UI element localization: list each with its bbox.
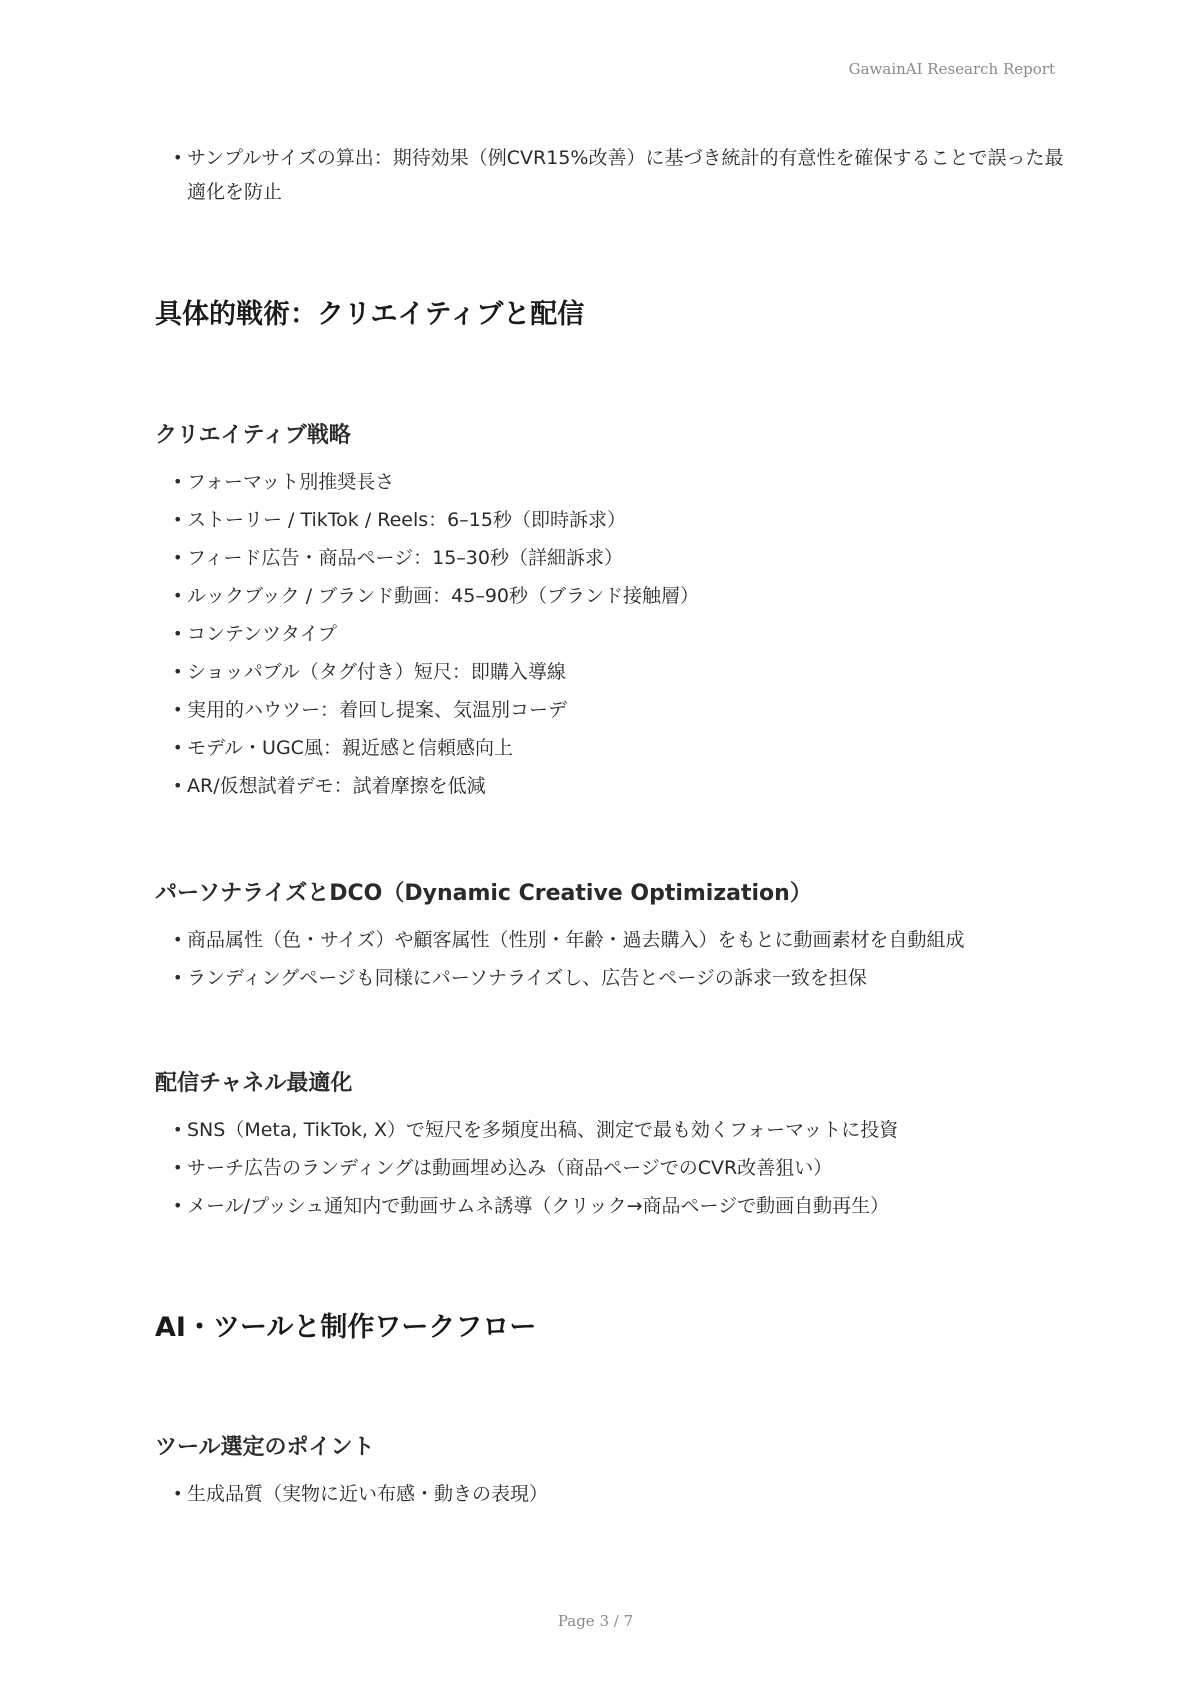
section-heading-ai-tools: AI・ツールと制作ワークフロー — [155, 1312, 537, 1343]
subheading-tool-selection: ツール選定のポイント — [155, 1435, 375, 1460]
list-item: • フォーマット別推奨長さ — [155, 465, 699, 503]
list-item: • 実用的ハウツー：着回し提案、気温別コーデ — [155, 693, 699, 731]
list-item: • 生成品質（実物に近い布感・動きの表現） — [155, 1477, 548, 1515]
channel-list — [155, 1113, 898, 1227]
list-item: • モデル・UGC風：親近感と信頼感向上 — [155, 731, 699, 769]
list-item: • 商品属性（色・サイズ）や顧客属性（性別・年齢・過去購入）をもとに動画素材を自動組成 — [155, 923, 964, 961]
page-number: Page 3 / 7 — [557, 1612, 634, 1630]
subheading-channel-optimization: 配信チャネル最適化 — [155, 1071, 353, 1096]
list-item: • メール/プッシュ通知内で動画サムネ誘導（クリック→商品ページで動画自動再生） — [155, 1189, 898, 1227]
list-item: • AR/仮想試着デモ：試着摩擦を低減 — [155, 769, 699, 807]
section-heading-tactics: 具体的戦術：クリエイティブと配信 — [155, 299, 585, 330]
list-item: • フィード広告・商品ページ：15–30秒（詳細訴求） — [155, 541, 699, 579]
report-header: GawainAI Research Report — [848, 60, 1055, 78]
creative-strategy-list — [155, 465, 699, 807]
list-item: • ランディングページも同様にパーソナライズし、広告とページの訴求一致を担保 — [155, 961, 964, 999]
list-item: • ルックブック / ブランド動画：45–90秒（ブランド接触層） — [155, 579, 699, 617]
list-item: • サーチ広告のランディングは動画埋め込み（商品ページでのCVR改善狙い） — [155, 1151, 898, 1189]
tool-selection-list — [155, 1477, 548, 1515]
subheading-creative-strategy: クリエイティブ戦略 — [155, 423, 351, 448]
list-item: • サンプルサイズの算出：期待効果（例CVR15%改善）に基づき統計的有意性を確保することで誤った最適化を防止 — [155, 141, 1067, 209]
intro-list — [155, 141, 1067, 209]
subheading-dco: パーソナライズとDCO（Dynamic Creative Optimization） — [155, 881, 812, 906]
list-item: • ストーリー / TikTok / Reels：6–15秒（即時訴求） — [155, 503, 699, 541]
list-item: • コンテンツタイプ — [155, 617, 699, 655]
list-item: • SNS（Meta, TikTok, X）で短尺を多頻度出稿、測定で最も効くフォーマットに投資 — [155, 1113, 898, 1151]
list-item: • ショッパブル（タグ付き）短尺：即購入導線 — [155, 655, 699, 693]
dco-list — [155, 923, 964, 999]
